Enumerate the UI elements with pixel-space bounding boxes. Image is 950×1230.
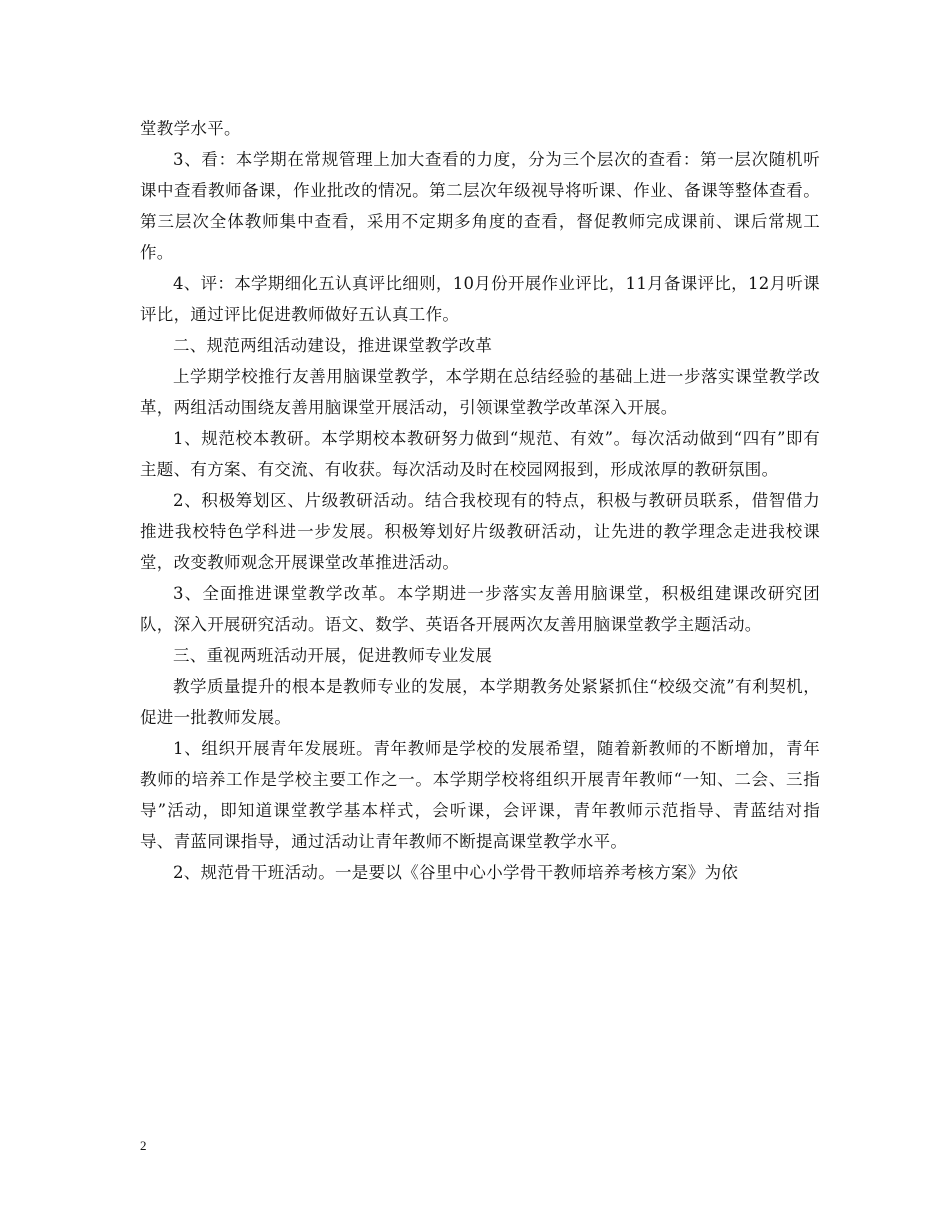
paragraph-item-4-evaluate: 4、评：本学期细化五认真评比细则，10月份开展作业评比，11月备课评比，12月听课评比，通过评比促进教师做好五认真工作。 (140, 274, 820, 324)
document-body (140, 113, 820, 888)
paragraph-section-3-intro: 教学质量提升的根本是教师专业的发展，本学期教务处紧紧抓住“校级交流”有利契机，促进一批教师发展。 (140, 677, 820, 727)
paragraph-section-3-item-1: 1、组织开展青年发展班。青年教师是学校的发展希望，随着新教师的不断增加，青年教师的培养工作是学校主要工作之一。本学期学校将组织开展青年教师“一知、二会、三指导”活动，即知道课堂教学基本样式，会听课，会评课，青年教师示范指导、青蓝结对指导、青蓝同课指导，通过活动让青年教师不断提高课堂教学水平。 (140, 739, 820, 851)
paragraph-continuation: 堂教学水平。 (140, 119, 241, 138)
paragraph-section-2-item-3: 3、全面推进课堂教学改革。本学期进一步落实友善用脑课堂，积极组建课改研究团队，深入开展研究活动。语文、数学、英语各开展两次友善用脑课堂教学主题活动。 (140, 584, 820, 634)
section-heading-3: 三、重视两班活动开展，促进教师专业发展 (173, 646, 493, 665)
page-number: 2 (140, 1138, 147, 1153)
paragraph-section-2-intro: 上学期学校推行友善用脑课堂教学，本学期在总结经验的基础上进一步落实课堂教学改革，两组活动围绕友善用脑课堂开展活动，引领课堂教学改革深入开展。 (140, 367, 820, 417)
section-heading-2: 二、规范两组活动建设，推进课堂教学改革 (173, 336, 493, 355)
paragraph-section-2-item-2: 2、积极筹划区、片级教研活动。结合我校现有的特点，积极与教研员联系，借智借力推进我校特色学科进一步发展。积极筹划好片级教研活动，让先进的教学理念走进我校课堂，改变教师观念开展课堂改革推进活动。 (140, 491, 820, 572)
paragraph-section-2-item-1: 1、规范校本教研。本学期校本教研努力做到“规范、有效”。每次活动做到“四有”即有主题、有方案、有交流、有收获。每次活动及时在校园网报到，形成浓厚的教研氛围。 (140, 429, 820, 479)
paragraph-item-3-look: 3、看：本学期在常规管理上加大查看的力度，分为三个层次的查看：第一层次随机听课中查看教师备课，作业批改的情况。第二层次年级视导将听课、作业、备课等整体查看。第三层次全体教师集中查看，采用不定期多角度的查看，督促教师完成课前、课后常规工作。 (140, 150, 820, 262)
paragraph-section-3-item-2: 2、规范骨干班活动。一是要以《谷里中心小学骨干教师培养考核方案》为依 (173, 863, 739, 882)
